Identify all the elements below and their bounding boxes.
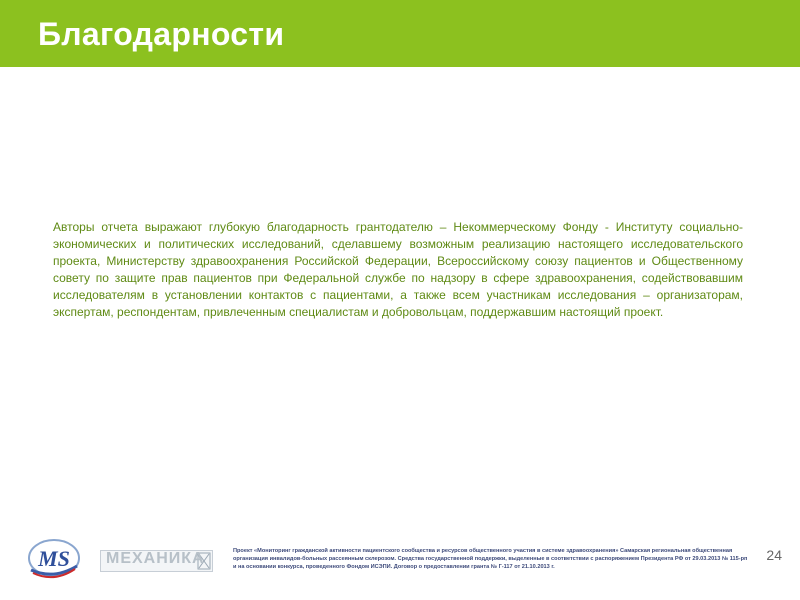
slide-title: Благодарности: [38, 16, 285, 52]
acknowledgement-text: Авторы отчета выражают глубокую благодарность грантодателю – Некоммерческому Фонду - Институту социально-экономических и политических исследований, сделавшему возможным реализацию настоящего исследовательского проекта, Министерству здравоохранения Российской Федерации, Всероссийскому союзу пациентов и Общественному совету по защите прав пациентов при Федеральной службе по надзору в сфере здравоохранения, содействовавшим исследователям в установлении контактов с пациентами, а также всем участникам исследования – организаторам, экспертам, респондентам, привлеченным специалистам и добровольцам, поддержавшим настоящий проект.: [53, 220, 743, 319]
footer-project-info: Проект «Мониторинг гражданской активности пациентского сообщества и ресурсов общественного участия в системе здравоохранения» Самарская региональная общественная организация инвалидов-больных рассеянным склерозом. Средства государственной поддержки, выделенные в соответствии с распоряжением Президента РФ от 29.03.2013 № 115-рп и на основании конкурса, проведенного Фондом ИСЭПИ. Договор о предоставлении гранта № Г-117 от 21.10.2013 г.: [233, 548, 748, 570]
mekhanika-logo: [100, 550, 213, 572]
ms-logo-text: MS: [38, 546, 70, 571]
page-number: 24: [766, 547, 782, 563]
mekhanika-logo-text: МЕХАНИКА: [106, 550, 205, 567]
ms-logo: [25, 536, 83, 584]
header-bar: [0, 0, 800, 67]
footer: [0, 530, 800, 600]
ms-logo-icon: [25, 536, 83, 584]
